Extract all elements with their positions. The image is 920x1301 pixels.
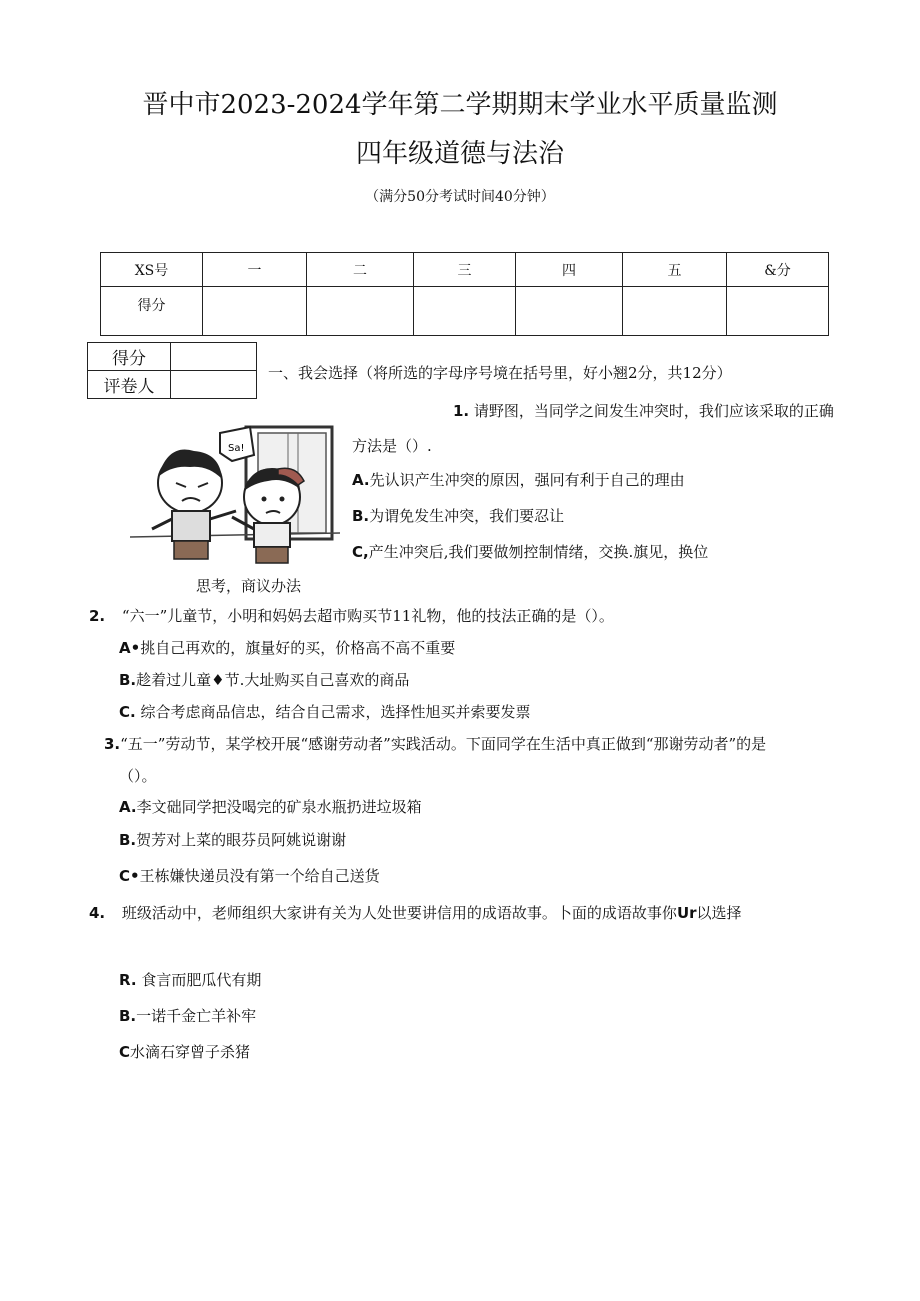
page-title: 晋中市2023-2024学年第二学期期末学业水平质量监测 xyxy=(142,90,778,120)
score-row-label: 得分 xyxy=(101,287,203,336)
grader-score-cell[interactable] xyxy=(171,343,257,371)
question-1 xyxy=(453,400,834,421)
option-label: B. xyxy=(119,831,137,849)
question-1-option-b[interactable] xyxy=(352,505,564,526)
score-cell[interactable] xyxy=(307,287,414,336)
score-cell[interactable] xyxy=(623,287,727,336)
question-text-bold: Ur xyxy=(676,904,697,922)
option-label: C. xyxy=(119,703,136,721)
score-cell[interactable] xyxy=(727,287,829,336)
question-3-option-a[interactable] xyxy=(119,796,422,817)
question-3-option-c[interactable] xyxy=(119,865,380,886)
question-4-option-c[interactable] xyxy=(119,1041,250,1062)
option-text: 水滴石穿曾子杀猪 xyxy=(130,1043,251,1061)
option-text: 产生冲突后,我们要做刎控制情绪，交换.旗见，换位 xyxy=(368,543,709,561)
option-label: B. xyxy=(119,671,137,689)
score-header-cell: 五 xyxy=(623,253,727,287)
question-3-line2: （）。 xyxy=(119,767,157,785)
question-text-pre: 班级活动中，老师组织大家讲有关为人处世要讲信用的成语故事。卜面的成语故事你 xyxy=(121,904,677,922)
score-header-cell: 二 xyxy=(307,253,414,287)
option-text: 李文础同学把没喝完的矿泉水瓶扔进垃圾箱 xyxy=(136,798,422,816)
option-text: 挑自己再欢的，旗量好的买，价格高不高不重要 xyxy=(140,639,456,657)
question-text-post: 以选择 xyxy=(696,904,742,922)
question-number: 1. xyxy=(453,402,470,420)
question-3 xyxy=(104,733,766,754)
option-label: C xyxy=(119,1043,131,1061)
option-label: C, xyxy=(352,543,369,561)
question-4 xyxy=(89,902,742,923)
question-4-option-a[interactable] xyxy=(119,969,261,990)
option-text: 王栋嫌快递员没有第一个给自己送货 xyxy=(139,867,380,885)
question-1-line2: 方法是（）. xyxy=(352,437,432,455)
question-1-option-c[interactable] xyxy=(352,541,708,562)
question-1-option-a[interactable] xyxy=(352,469,685,490)
grader-box xyxy=(87,342,257,399)
option-text: 一诺千金亡羊补牢 xyxy=(136,1007,257,1025)
option-text: 食言而肥瓜代有期 xyxy=(141,971,262,989)
question-4-option-b[interactable] xyxy=(119,1005,256,1026)
option-text: 为谓免发生冲突，我们要忍让 xyxy=(369,507,565,525)
question-2-option-a[interactable] xyxy=(119,637,455,658)
option-text: 贺芳对上菜的眼芬员阿姚说谢谢 xyxy=(136,831,347,849)
question-number: 2. xyxy=(89,607,106,625)
illustration-sign-text: Sa! xyxy=(228,443,245,454)
page-subject-title: 四年级道德与法治 xyxy=(355,139,564,169)
grader-score-label: 得分 xyxy=(88,343,171,371)
score-cell[interactable] xyxy=(516,287,623,336)
option-label: B. xyxy=(119,1007,137,1025)
score-header-cell: 三 xyxy=(414,253,516,287)
option-label: R. xyxy=(119,971,137,989)
question-number: 3. xyxy=(104,735,121,753)
score-cell[interactable] xyxy=(203,287,307,336)
section-heading: 一、我会选择（将所选的字母序号境在括号里，好小翘2分，共12分） xyxy=(268,364,732,382)
option-label: B. xyxy=(352,507,370,525)
question-2-option-b[interactable] xyxy=(119,669,409,690)
score-header-cell: XS号 xyxy=(101,253,203,287)
option-text: 综合考虑商品信忠，结合自己需求，选择性旭买并索要发票 xyxy=(140,703,531,721)
score-header-cell: 四 xyxy=(516,253,623,287)
option-label: A. xyxy=(119,798,137,816)
exam-info: （满分50分考试时间40分钟） xyxy=(365,189,555,205)
score-table xyxy=(100,252,829,336)
option-label: C• xyxy=(119,867,140,885)
question-2-option-c[interactable] xyxy=(119,701,531,722)
question-text: “六一”儿童节，小明和妈妈去超市购买节11礼物，他的技法正确的是（）。 xyxy=(121,607,614,625)
option-label: A. xyxy=(352,471,370,489)
question-3-option-b[interactable] xyxy=(119,829,346,850)
option-text: 先认识产生冲突的原因，强冋有利于自己的理由 xyxy=(369,471,685,489)
option-text: 趁着过儿童♦节.大址购买自己喜欢的商品 xyxy=(136,671,410,689)
grader-name-cell[interactable] xyxy=(171,371,257,399)
score-header-cell: 一 xyxy=(203,253,307,287)
question-number: 4. xyxy=(89,904,106,922)
question-text: 请野图，当同学之间发生冲突时，我们应该采取的正确 xyxy=(473,402,834,420)
score-cell[interactable] xyxy=(414,287,516,336)
question-2 xyxy=(89,605,614,626)
option-label: A• xyxy=(119,639,141,657)
question-1-option-c-continued: 思考，商议办法 xyxy=(196,577,302,595)
score-header-cell: &分 xyxy=(727,253,829,287)
question-text: “五一”劳动节，某学校开展“感谢劳动者”实践活动。下面同学在生活中真正做到“那谢劳动者”的是 xyxy=(120,735,767,753)
grader-name-label: 评卷人 xyxy=(88,371,171,399)
conflict-illustration xyxy=(128,425,342,570)
